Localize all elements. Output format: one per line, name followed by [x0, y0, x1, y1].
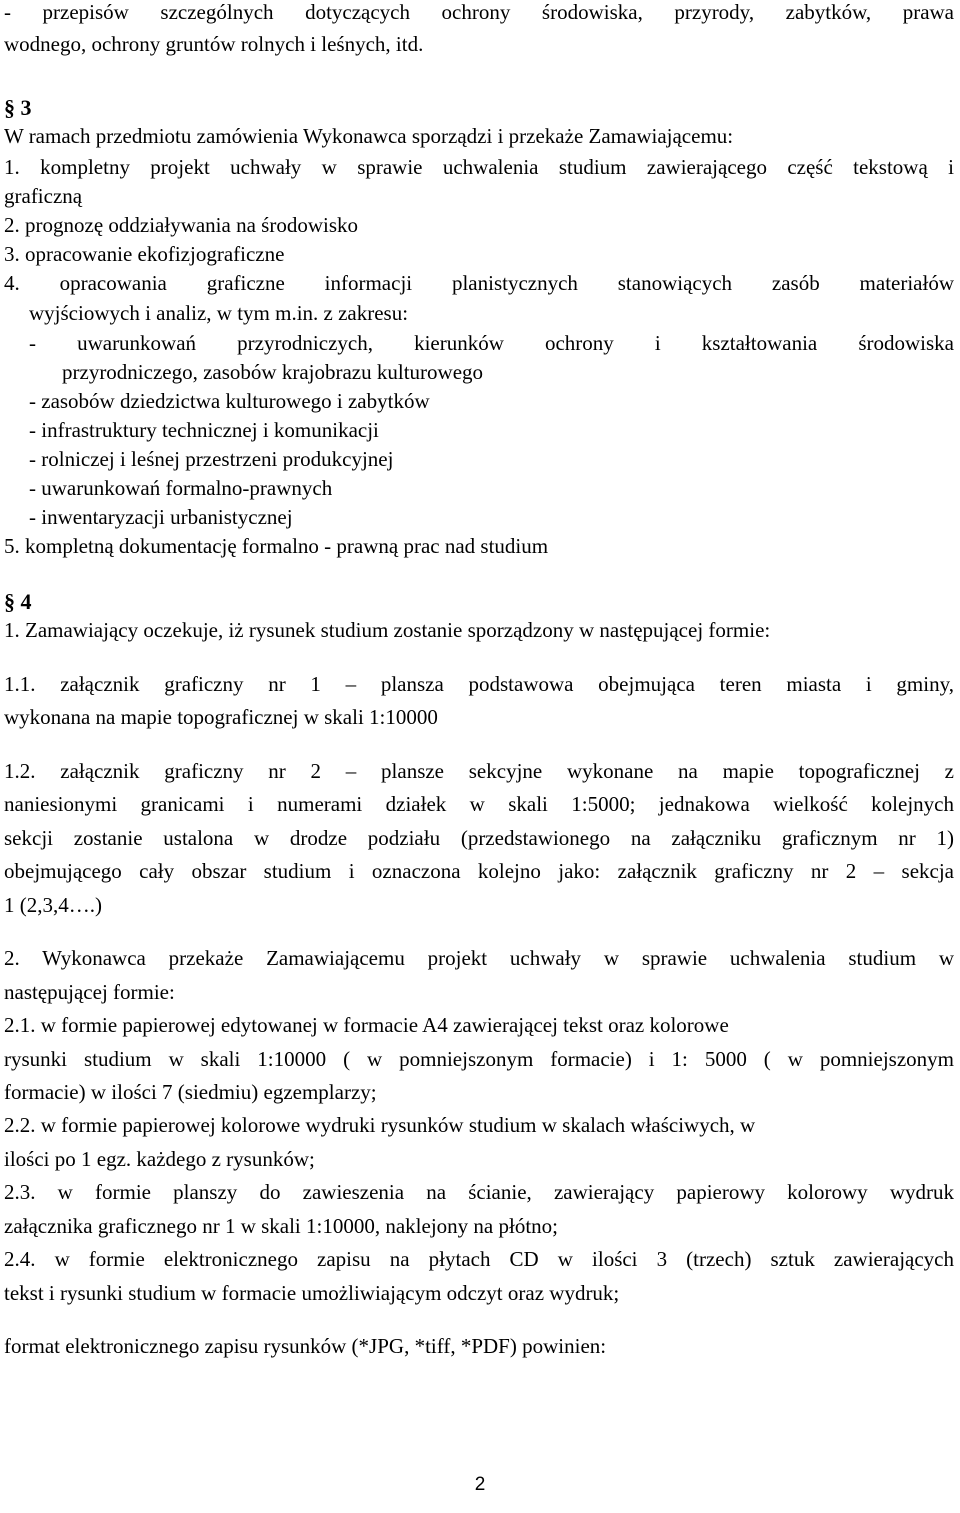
text-line: 2.3. w formie planszy do zawieszenia na ścianie, zawierający papierowy kolorowy wydruk	[4, 1180, 954, 1204]
text-line: graficzną	[4, 184, 83, 208]
text-line: obejmującego cały obszar studium i oznaczona kolejno jako: załącznik graficzny nr 2 – sekcja	[4, 859, 954, 883]
text-line: 2.2. w formie papierowej kolorowe wydruki rysunków studium w skalach właściwych, w	[4, 1113, 756, 1137]
text-line: formacie) w ilości 7 (siedmiu) egzemplarzy;	[4, 1080, 377, 1104]
section-heading: § 4	[4, 589, 32, 614]
text-line: przyrodniczego, zasobów krajobrazu kulturowego	[62, 360, 484, 384]
text-line: 1. kompletny projekt uchwały w sprawie uchwalenia studium zawierającego część tekstową i	[4, 155, 954, 179]
text-line: następującej formie:	[4, 980, 175, 1004]
text-line: 5. kompletną dokumentację formalno - prawną prac nad studium	[4, 534, 549, 558]
text-line: sekcji zostanie ustalona w drodze podziału (przedstawionego na załączniku graficznym nr 1)	[4, 826, 954, 850]
text-line: wodnego, ochrony gruntów rolnych i leśnych, itd.	[4, 32, 424, 56]
text-line: wyjściowych i analiz, w tym m.in. z zakresu:	[29, 301, 409, 325]
page-number: 2	[474, 1474, 486, 1495]
text-line: 1. Zamawiający oczekuje, iż rysunek studium zostanie sporządzony w następującej formie:	[4, 618, 771, 642]
text-line: - infrastruktury technicznej i komunikacji	[29, 418, 379, 442]
text-line: naniesionymi granicami i numerami działek w skali 1:5000; jednakowa wielkość kolejnych	[4, 792, 954, 816]
text-line: 2.1. w formie papierowej edytowanej w formacie A4 zawierającej tekst oraz kolorowe	[4, 1013, 729, 1037]
text-line: format elektronicznego zapisu rysunków (*JPG, *tiff, *PDF) powinien:	[4, 1334, 607, 1358]
text-line: W ramach przedmiotu zamówienia Wykonawca sporządzi i przekaże Zamawiającemu:	[4, 124, 734, 148]
text-line: rysunki studium w skali 1:10000 ( w pomniejszonym formacie) i 1: 5000 ( w pomniejszonym	[4, 1047, 954, 1071]
text-line: 1 (2,3,4….)	[4, 893, 102, 917]
text-line: - inwentaryzacji urbanistycznej	[29, 505, 293, 529]
text-line: 2. Wykonawca przekaże Zamawiającemu projekt uchwały w sprawie uchwalenia studium w	[4, 946, 954, 970]
text-line: 2.4. w formie elektronicznego zapisu na płytach CD w ilości 3 (trzech) sztuk zawierających	[4, 1247, 954, 1271]
text-line: - rolniczej i leśnej przestrzeni produkcyjnej	[29, 447, 394, 471]
text-line: tekst i rysunki studium w formacie umożliwiającym odczyt oraz wydruk;	[4, 1281, 620, 1305]
text-line: załącznika graficznego nr 1 w skali 1:10000, naklejony na płótno;	[4, 1214, 558, 1238]
text-line: 2. prognozę oddziaływania na środowisko	[4, 213, 358, 237]
text-line: - przepisów szczególnych dotyczących ochrony środowiska, przyrody, zabytków, prawa	[4, 0, 954, 24]
section-heading: § 3	[4, 95, 32, 120]
text-line: 4. opracowania graficzne informacji planistycznych stanowiących zasób materiałów	[4, 271, 954, 295]
text-line: - uwarunkowań formalno-prawnych	[29, 476, 333, 500]
text-line: ilości po 1 egz. każdego z rysunków;	[4, 1147, 315, 1171]
text-line: wykonana na mapie topograficznej w skali 1:10000	[4, 705, 438, 729]
text-line: 3. opracowanie ekofizjograficzne	[4, 242, 285, 266]
text-line: 1.1. załącznik graficzny nr 1 – plansza podstawowa obejmująca teren miasta i gminy,	[4, 672, 954, 696]
text-line: - zasobów dziedzictwa kulturowego i zabytków	[29, 389, 430, 413]
text-line: 1.2. załącznik graficzny nr 2 – plansze sekcyjne wykonane na mapie topograficznej z	[4, 759, 954, 783]
text-line: - uwarunkowań przyrodniczych, kierunków ochrony i kształtowania środowiska	[29, 331, 954, 355]
